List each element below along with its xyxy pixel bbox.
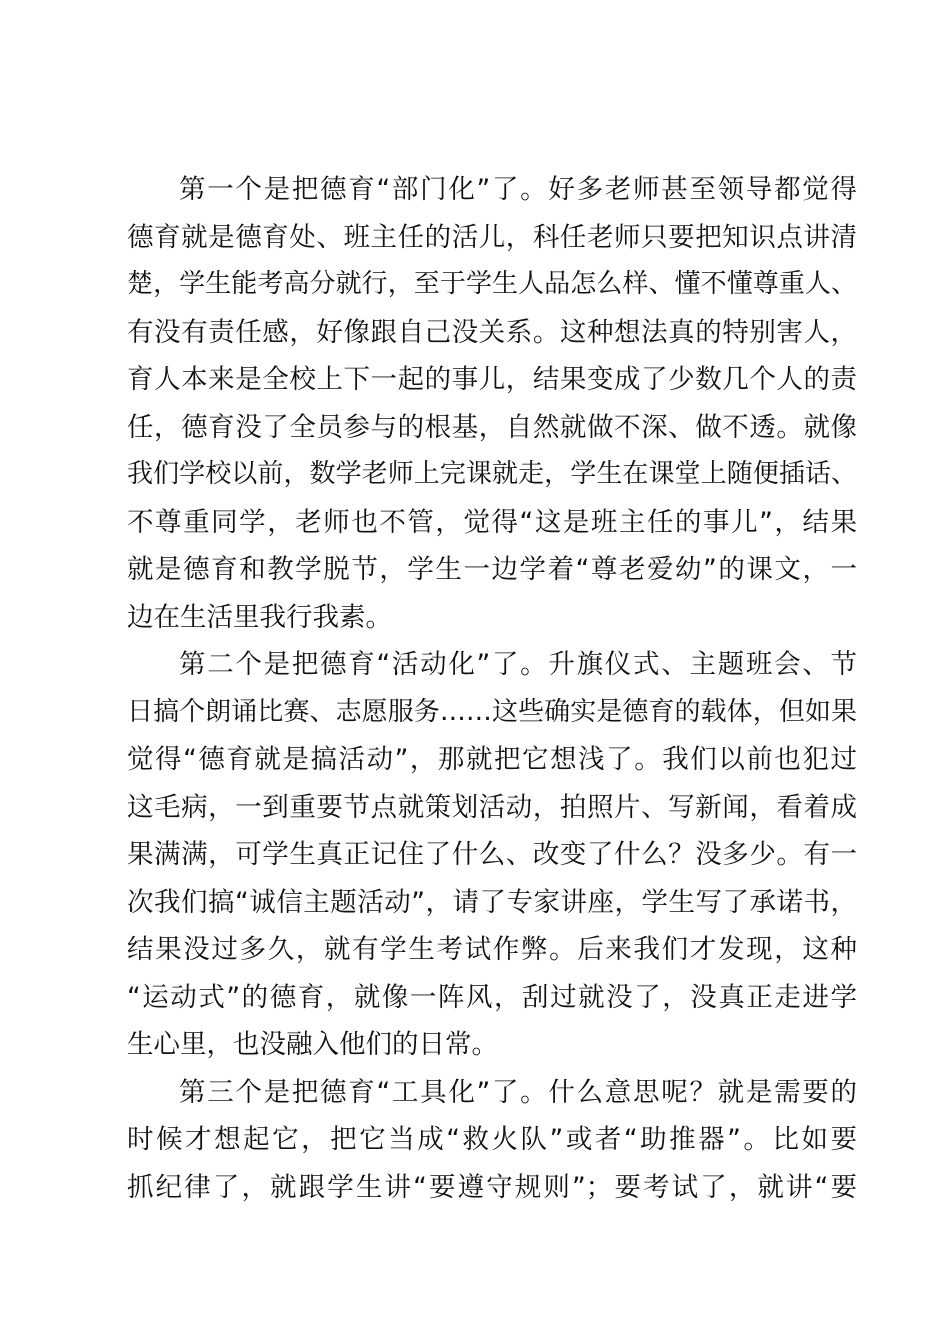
paragraph-1-line-5: 育人本来是全校上下一起的事儿，结果变成了少数几个人的责 [127,364,857,395]
paragraph-1-line-3: 楚，学生能考高分就行，至于学生人品怎么样、懂不懂尊重人、 [127,269,857,299]
paragraph-1-line-1: 第一个是把德育“部门化”了。好多老师甚至领导都觉得 [179,174,857,205]
paragraph-2-line-9: 生心里，也没融入他们的日常。 [127,1029,498,1060]
body-text [127,166,857,1211]
paragraph-1-line-10: 边在生活里我行我素。 [127,601,392,633]
paragraph-2-line-1: 第二个是把德育“活动化”了。升旗仪式、主题班会、节 [179,649,857,680]
paragraph-2-line-2: 日搞个朗诵比赛、志愿服务……这些确实是德育的载体，但如果 [127,696,857,727]
paragraph-2-line-8: “运动式”的德育，就像一阵风，刮过就没了，没真正走进学 [127,981,857,1013]
paragraph-2-line-5: 果满满，可学生真正记住了什么、改变了什么？没多少。有一 [127,839,857,870]
paragraph-2-line-6: 次我们搞“诚信主题活动”，请了专家讲座，学生写了承诺书， [127,886,857,918]
paragraph-3-line-2: 时候才想起它，把它当成“救火队”或者“助推器”。比如要 [127,1124,857,1155]
paragraph-1-line-2: 德育就是德育处、班主任的活儿，科任老师只要把知识点讲清 [127,221,857,253]
paragraph-1-line-4: 有没有责任感，好像跟自己没关系。这种想法真的特别害人， [127,316,857,348]
paragraph-1-line-7: 我们学校以前，数学老师上完课就走，学生在课堂上随便插话、 [127,459,857,489]
paragraph-2-line-3: 觉得“德育就是搞活动”，那就把它想浅了。我们以前也犯过 [127,744,857,775]
paragraph-1-line-8: 不尊重同学，老师也不管，觉得“这是班主任的事儿”，结果 [127,506,857,538]
paragraph-1-line-6: 任，德育没了全员参与的根基，自然就做不深、做不透。就像 [127,411,857,443]
paragraph-2-line-7: 结果没过多久，就有学生考试作弊。后来我们才发现，这种 [127,934,857,965]
paragraph-3-line-1: 第三个是把德育“工具化”了。什么意思呢？就是需要的 [179,1076,857,1108]
paragraph-1-line-9: 就是德育和教学脱节，学生一边学着“尊老爱幼”的课文，一 [127,554,857,585]
paragraph-3-line-3: 抓纪律了，就跟学生讲“要遵守规则”；要考试了，就讲“要 [127,1171,857,1203]
paragraph-2-line-4: 这毛病，一到重要节点就策划活动，拍照片、写新闻，看着成 [127,791,857,823]
